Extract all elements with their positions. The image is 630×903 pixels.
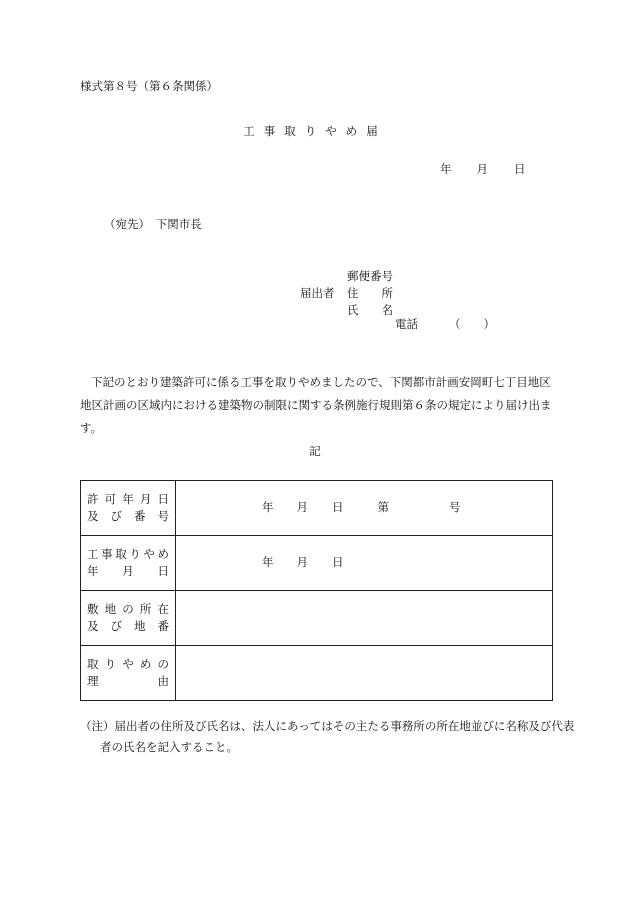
site-location-value[interactable] bbox=[176, 591, 553, 646]
address-label: 住 所 bbox=[347, 286, 393, 300]
phone-label: 電話 bbox=[395, 317, 418, 331]
table-row bbox=[81, 536, 553, 591]
form-number: 様式第８号（第６条関係） bbox=[80, 79, 218, 93]
permit-date-number-label: 許可年月日 及び番号 bbox=[81, 481, 176, 536]
table-row bbox=[81, 646, 553, 701]
table-row bbox=[81, 591, 553, 646]
addressee: （宛先） 下関市長 bbox=[104, 217, 202, 231]
permit-date-number-value: 年 月 日 第 号 bbox=[176, 481, 553, 536]
table-row bbox=[81, 481, 553, 536]
cancel-reason-value[interactable] bbox=[176, 646, 553, 701]
date-year: 年 bbox=[440, 162, 452, 176]
date-line bbox=[440, 164, 526, 176]
detail-table bbox=[80, 480, 553, 701]
body-text: 下記のとおり建築許可に係る工事を取りやめましたので、下関都市計画安岡町七丁目地区地区計画の区域内における建築物の制限に関する条例施行規則第６条の規定により届け出ます。 bbox=[80, 375, 552, 435]
note-text: （注）届出者の住所及び氏名は、法人にあってはその主たる事務所の所在地並びに名称及び代表者の氏名を記入すること。 bbox=[80, 719, 575, 754]
notifier-role-label: 届出者 bbox=[300, 286, 335, 300]
site-location-label: 敷地の所在 及び地番 bbox=[81, 591, 176, 646]
name-label: 氏 名 bbox=[347, 303, 393, 317]
date-day: 日 bbox=[514, 162, 526, 176]
phone-area-code-paren: （ ） bbox=[449, 317, 495, 331]
cancel-reason-label: 取りやめの 理 由 bbox=[81, 646, 176, 701]
cancel-date-value: 年 月 日 bbox=[176, 536, 553, 591]
ki-label: 記 bbox=[309, 444, 321, 458]
date-month: 月 bbox=[476, 162, 488, 176]
postal-code-label: 郵便番号 bbox=[347, 269, 393, 283]
cancel-date-label: 工事取りやめ 年 月 日 bbox=[81, 536, 176, 591]
document-title: 工事取りやめ届 bbox=[243, 124, 387, 138]
